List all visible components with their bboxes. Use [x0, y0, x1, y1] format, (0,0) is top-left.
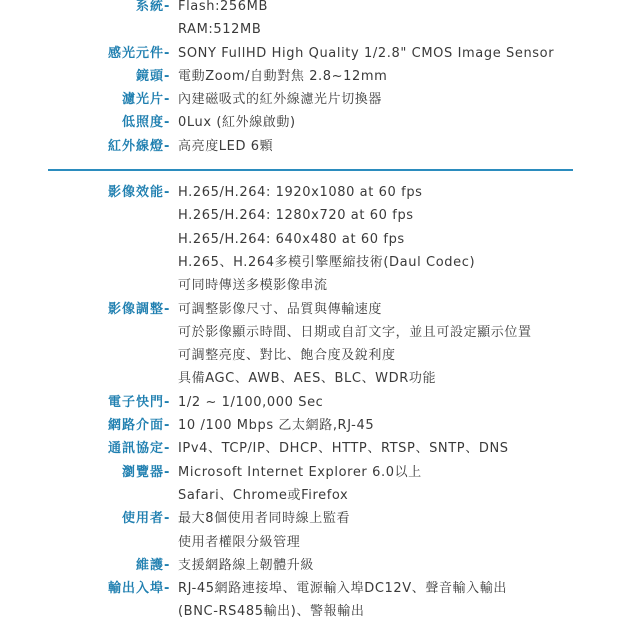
spec-separator: -	[164, 185, 170, 201]
spec-row	[0, 135, 620, 158]
spec-row	[0, 274, 620, 297]
spec-separator: -	[164, 45, 170, 61]
spec-separator: -	[164, 138, 170, 154]
spec-value: 最大8個使用者同時線上監看	[178, 511, 351, 527]
spec-row	[0, 65, 620, 88]
spec-row	[0, 344, 620, 367]
spec-value: 可於影像顯示時間、日期或自訂文字，並且可設定顯示位置	[178, 324, 532, 340]
spec-row	[0, 181, 620, 204]
spec-row	[0, 298, 620, 321]
spec-row	[0, 321, 620, 344]
spec-separator: -	[164, 0, 170, 14]
spec-row	[0, 111, 620, 134]
spec-label: 網路介面	[107, 418, 164, 434]
spec-row	[0, 88, 620, 111]
spec-value: 內建磁吸式的紅外線濾光片切換器	[178, 92, 383, 108]
spec-value: 0Lux (紅外線啟動)	[178, 115, 296, 131]
spec-value: Flash:256MB	[178, 0, 268, 14]
spec-separator: -	[164, 92, 170, 108]
spec-value: H.265、H.264多模引擎壓縮技術(Daul Codec)	[178, 254, 476, 270]
spec-label: 影像效能	[107, 185, 164, 201]
spec-section-hardware	[0, 0, 620, 158]
spec-value: Microsoft Internet Explorer 6.0以上	[178, 464, 422, 480]
spec-value: RJ-45網路連接埠、電源輸入埠DC12V、聲音輸入輸出	[178, 581, 507, 597]
spec-value: 可調整影像尺寸、品質與傳輸速度	[178, 301, 383, 317]
spec-row	[0, 484, 620, 507]
spec-separator: -	[164, 511, 170, 527]
spec-row	[0, 437, 620, 460]
spec-row	[0, 414, 620, 437]
spec-separator: -	[164, 68, 170, 84]
spec-row	[0, 507, 620, 530]
spec-row	[0, 204, 620, 227]
spec-value: RAM:512MB	[178, 22, 262, 38]
spec-value: IPv4、TCP/IP、DHCP、HTTP、RTSP、SNTP、DNS	[178, 441, 509, 457]
spec-row	[0, 367, 620, 390]
spec-value: SONY FullHD High Quality 1/2.8" CMOS Image Sensor	[178, 45, 555, 61]
spec-row	[0, 577, 620, 600]
spec-label: 低照度	[121, 115, 164, 131]
spec-row	[0, 42, 620, 65]
spec-row	[0, 554, 620, 577]
spec-value: H.265/H.264: 640x480 at 60 fps	[178, 231, 405, 247]
spec-separator: -	[164, 301, 170, 317]
spec-separator: -	[164, 464, 170, 480]
spec-label: 影像調整	[107, 301, 164, 317]
spec-label: 使用者	[121, 511, 164, 527]
spec-value: (BNC-RS485輸出)、警報輸出	[178, 604, 365, 620]
spec-value: 使用者權限分級管理	[178, 534, 301, 550]
spec-value: 可調整亮度、對比、飽合度及銳利度	[178, 348, 396, 364]
spec-value: Safari、Chrome或Firefox	[178, 487, 349, 503]
spec-row	[0, 228, 620, 251]
spec-label: 電子快門	[107, 394, 164, 410]
spec-row	[0, 531, 620, 554]
spec-label: 鏡頭	[135, 68, 164, 84]
spec-section-features	[0, 181, 620, 624]
spec-value: 1/2 ~ 1/100,000 Sec	[178, 394, 324, 410]
spec-separator: -	[164, 581, 170, 597]
spec-label: 通訊協定	[107, 441, 164, 457]
spec-label: 瀏覽器	[121, 464, 164, 480]
spec-separator: -	[164, 418, 170, 434]
spec-separator: -	[164, 441, 170, 457]
spec-row	[0, 600, 620, 623]
section-divider	[48, 169, 573, 171]
spec-row	[0, 251, 620, 274]
spec-separator: -	[164, 115, 170, 131]
spec-label: 濾光片	[121, 92, 164, 108]
spec-row	[0, 0, 620, 18]
spec-row	[0, 18, 620, 41]
spec-row	[0, 461, 620, 484]
spec-label: 維護	[135, 557, 164, 573]
spec-row	[0, 391, 620, 414]
spec-label: 紅外線燈	[107, 138, 164, 154]
spec-value: 10 /100 Mbps 乙太網路,RJ-45	[178, 418, 375, 434]
spec-value: H.265/H.264: 1920x1080 at 60 fps	[178, 185, 423, 201]
spec-label: 感光元件	[107, 45, 164, 61]
spec-label: 系統	[135, 0, 164, 14]
spec-value: 具備AGC、AWB、AES、BLC、WDR功能	[178, 371, 437, 387]
spec-value: 可同時傳送多模影像串流	[178, 278, 328, 294]
spec-value: 高亮度LED 6顆	[178, 138, 274, 154]
spec-separator: -	[164, 394, 170, 410]
spec-value: 支援網路線上韌體升級	[178, 557, 315, 573]
spec-separator: -	[164, 557, 170, 573]
spec-label: 輸出入埠	[107, 581, 164, 597]
spec-value: 電動Zoom/自動對焦 2.8~12mm	[178, 68, 388, 84]
spec-value: H.265/H.264: 1280x720 at 60 fps	[178, 208, 414, 224]
